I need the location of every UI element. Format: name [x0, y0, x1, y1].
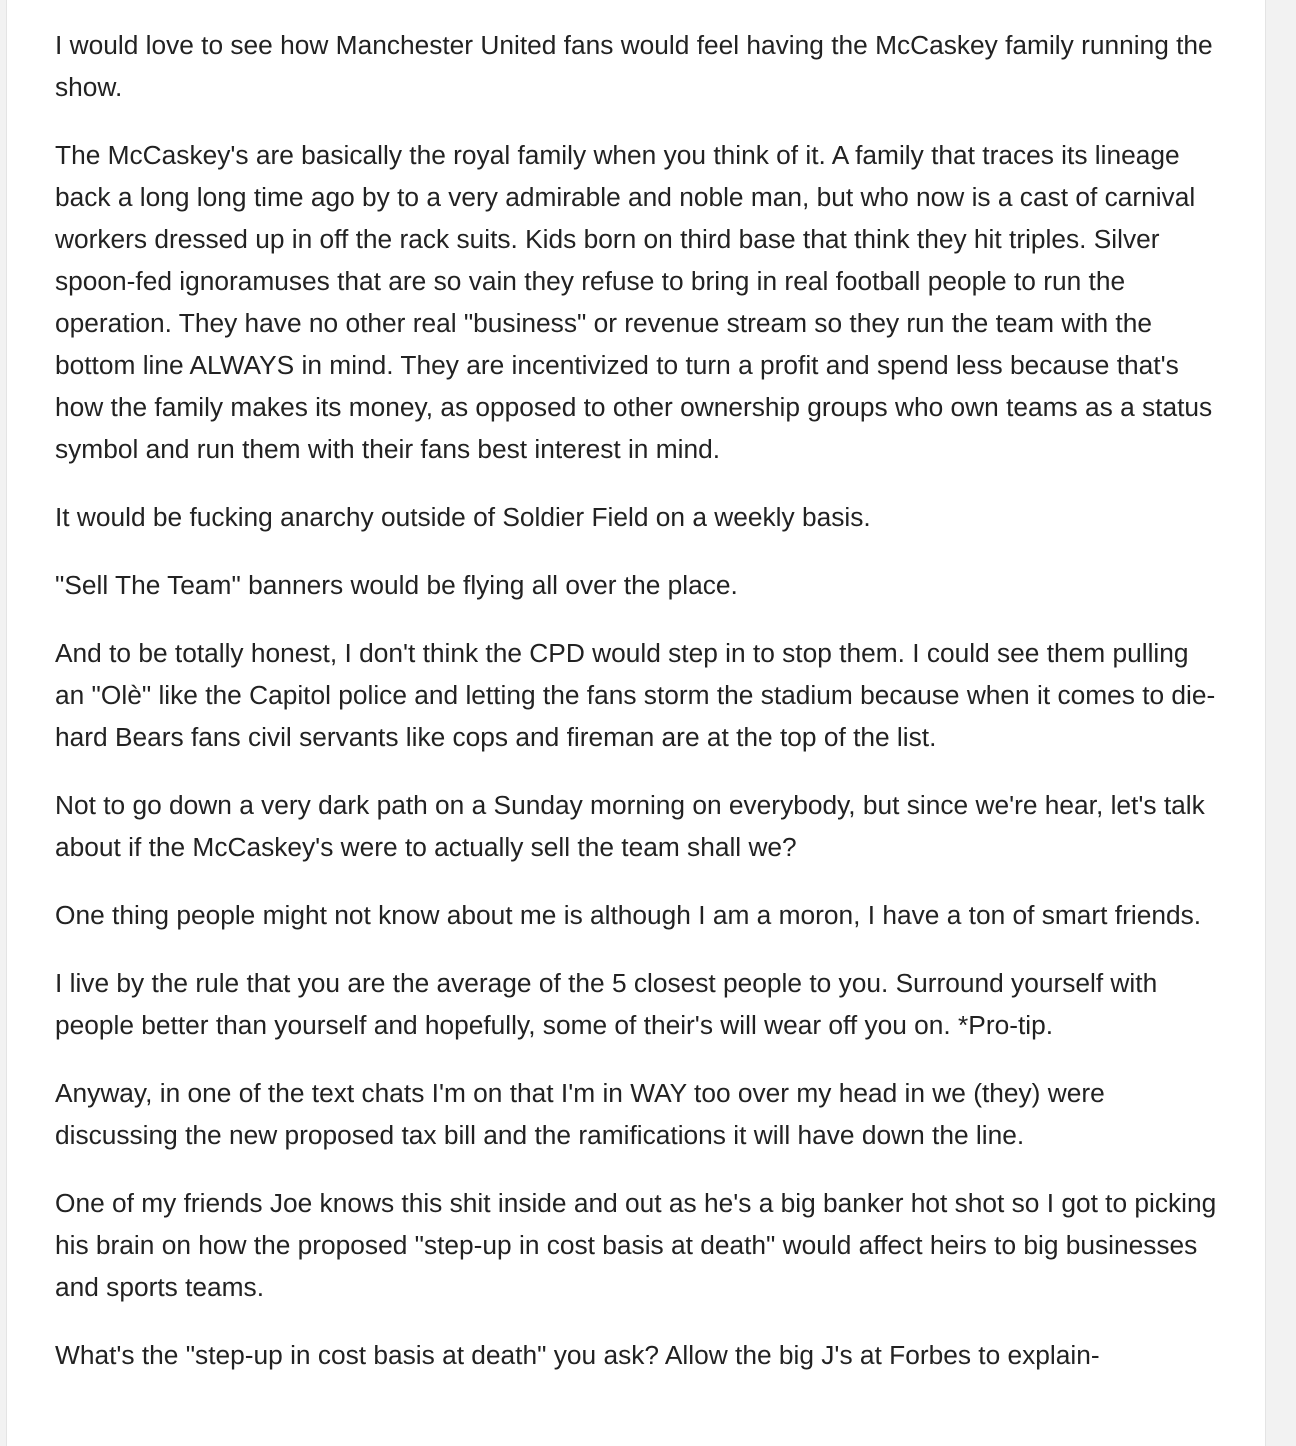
paragraph-3: It would be fucking anarchy outside of Soldier Field on a weekly basis. [55, 502, 871, 532]
article-page [6, 0, 1266, 1446]
paragraph-9: Anyway, in one of the text chats I'm on that I'm in WAY too over my head in we (they) were discussing the new proposed tax bill and the ramifications it will have down the line. [55, 1078, 1105, 1150]
paragraph-8: I live by the rule that you are the average of the 5 closest people to you. Surround yourself with people better than yourself and hopefully, some of their's will wear off you on. *Pro-tip. [55, 968, 1158, 1040]
paragraph-11: What's the "step-up in cost basis at death" you ask? Allow the big J's at Forbes to explain- [55, 1340, 1100, 1370]
article-body [55, 24, 1225, 1402]
paragraph-6: Not to go down a very dark path on a Sunday morning on everybody, but since we're hear, let's talk about if the McCaskey's were to actually sell the team shall we? [55, 790, 1205, 862]
paragraph-1: I would love to see how Manchester United fans would feel having the McCaskey family running the show. [55, 30, 1213, 102]
paragraph-10: One of my friends Joe knows this shit inside and out as he's a big banker hot shot so I got to picking his brain on how the proposed "step-up in cost basis at death" would affect heirs to big businesses and sports teams. [55, 1188, 1217, 1302]
paragraph-5: And to be totally honest, I don't think the CPD would step in to stop them. I could see them pulling an "Olè" like the Capitol police and letting the fans storm the stadium because when it comes to die-hard Bears fans civil servants like cops and fireman are at the top of the list. [55, 638, 1216, 752]
paragraph-4: "Sell The Team" banners would be flying all over the place. [55, 570, 738, 600]
paragraph-7: One thing people might not know about me is although I am a moron, I have a ton of smart friends. [55, 900, 1202, 930]
paragraph-2: The McCaskey's are basically the royal family when you think of it. A family that traces its lineage back a long long time ago by to a very admirable and noble man, but who now is a cast of carnival workers dressed up in off the rack suits. Kids born on third base that think they hit triples. Silver spoon-fed ignoramuses that are so vain they refuse to bring in real football people to run the operation. They have no other real "business" or revenue stream so they run the team with the bottom line ALWAYS in mind. They are incentivized to turn a profit and spend less because that's how the family makes its money, as opposed to other ownership groups who own teams as a status symbol and run them with their fans best interest in mind. [55, 140, 1213, 464]
